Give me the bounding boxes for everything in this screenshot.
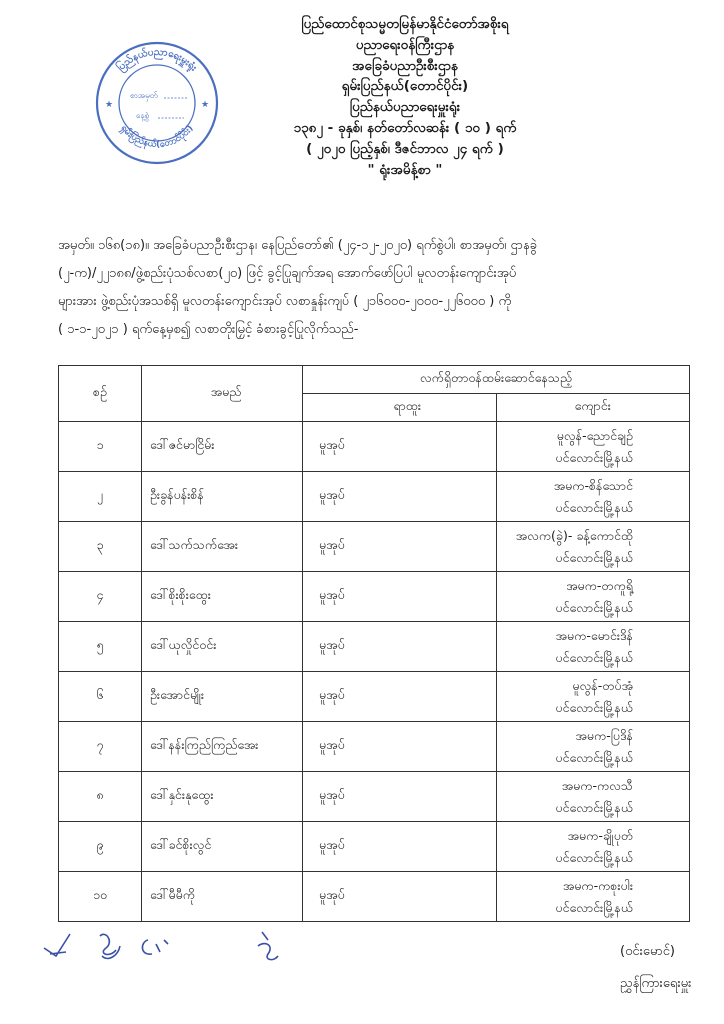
header-line-ministry: ပညာရေးဝန်ကြီးဌာန [355, 36, 455, 53]
row-school: အမက-စိန်သောင် [553, 477, 633, 493]
row-rank: မူအုပ် [303, 722, 497, 772]
row-rank: မူအုပ် [303, 772, 497, 822]
row-school-cell [496, 672, 690, 722]
signatory-title: ညွှန်ကြားရေးမှူး [620, 976, 692, 991]
header-rank: ရာထူး [303, 394, 497, 422]
table-row [59, 822, 690, 872]
row-rank: မူအုပ် [303, 872, 497, 922]
row-township: ပင်လောင်းမြို့နယ် [555, 649, 633, 665]
row-school-cell [496, 622, 690, 672]
row-school-cell [496, 822, 690, 872]
row-township: ပင်လောင်းမြို့နယ် [555, 849, 633, 865]
row-name: ဦးအောင်မျိုး [142, 672, 303, 722]
row-school: အမက-ပြဒိန် [575, 727, 633, 743]
header-line-state: ရှမ်းပြည်နယ်(တောင်ပိုင်း) [341, 78, 469, 95]
row-school-cell [496, 572, 690, 622]
row-name: ဒေါ်နန်းကြည်ကြည်အေး [142, 722, 303, 772]
row-school: အမက-ကစုးပါး [562, 877, 633, 893]
signatory-name: (ဝင်းမောင်) [620, 944, 675, 959]
header-line-office: ပြည်နယ်ပညာရေးမှူးရုံး [349, 99, 461, 116]
row-rank: မူအုပ် [303, 822, 497, 872]
row-school-cell [496, 772, 690, 822]
seal-ref-label: စာအမှတ် [130, 91, 158, 100]
row-rank: မူအုပ် [303, 472, 497, 522]
table-row [59, 872, 690, 922]
row-number: ၅ [59, 622, 142, 672]
row-township: ပင်လောင်းမြို့နယ် [555, 899, 633, 915]
row-school-cell [496, 872, 690, 922]
row-township: ပင်လောင်းမြို့နယ် [555, 549, 633, 565]
row-school: အမက-ကလသီ [561, 777, 633, 793]
row-township: ပင်လောင်းမြို့နယ် [555, 599, 633, 615]
row-number: ၁ [59, 422, 142, 472]
row-school-cell [496, 472, 690, 522]
header-no: စဉ် [59, 366, 142, 422]
row-number: ၁၀ [59, 872, 142, 922]
row-school: မူလွန်-တပ်အုံ [572, 677, 633, 693]
row-township: ပင်လောင်းမြို့နယ် [555, 499, 633, 515]
signature-block [560, 936, 720, 1000]
row-name: ဦးခွန်ပန်းစိန် [142, 472, 303, 522]
row-name: ဒေါ်နှင်းနုထွေး [142, 772, 303, 822]
row-rank: မူအုပ် [303, 522, 497, 572]
row-number: ၇ [59, 722, 142, 772]
row-school: အမက-မောင်းဒိန် [555, 627, 633, 643]
body-line: အမှတ်။ ၁၆၈(၁၈)။ အခြေခံပညာဦးစီးဌာန၊ နေပြည်တော်၏ (၂၄-၁၂-၂၀၂၀) ရက်စွဲပါ၊ စာအမှတ်၊ ဌာနခွဲ [58, 238, 538, 253]
row-school: အမက-ချိုပုတ် [567, 827, 633, 843]
header-line-department: အခြေခံပညာဦးစီးဌာန [352, 57, 458, 74]
row-township: ပင်လောင်းမြို့နယ် [555, 449, 633, 465]
table-body [59, 422, 690, 922]
row-number: ၈ [59, 772, 142, 822]
header-current-duty: လက်ရှိတာဝန်ထမ်းဆောင်နေသည့် [303, 366, 690, 394]
row-name: ဒေါ်ယုလှိုင်ဝင်း [142, 622, 303, 672]
svg-text:ရှမ်းပြည်နယ်(တောင်ပိုင်း) [117, 124, 196, 151]
row-school-cell [496, 422, 690, 472]
row-township: ပင်လောင်းမြို့နယ် [555, 699, 633, 715]
table-row [59, 622, 690, 672]
row-number: ၃ [59, 522, 142, 572]
table-row [59, 722, 690, 772]
header-line-date-gregorian: ( ၂၀၂၀ ပြည့်နှစ်၊ ဒီဇင်ဘာလ ၂၄ ရက် ) [306, 140, 504, 157]
seal-date-label: နေ့စွဲ [136, 111, 149, 120]
row-rank: မူအုပ် [303, 422, 497, 472]
header-line-date-myanmar: ၁၃၈၂ - ခုနှစ်၊ နတ်တော်လဆန်း ( ၁၀ ) ရက် [293, 119, 517, 136]
letterhead [190, 14, 620, 180]
table-row [59, 672, 690, 722]
row-name: ဒေါ်မီမီကို [142, 872, 303, 922]
order-body-paragraph [58, 232, 690, 344]
row-school-cell [496, 722, 690, 772]
body-line: (၂-က)/၂၂၁၈၈/ဖွဲ့စည်းပုံသစ်လစာ(၂၀) ဖြင့် ခွင့်ပြုချက်အရ အောက်ဖော်ပြပါ မူလတန်းကျောင်းအုပ် [58, 266, 517, 281]
row-name: ဒေါ်ခင်စိုးလွင် [142, 822, 303, 872]
row-number: ၉ [59, 822, 142, 872]
svg-text:★: ★ [105, 100, 114, 110]
row-school-cell [496, 522, 690, 572]
table-row [59, 422, 690, 472]
header-line-government: ပြည်ထောင်စုသမ္မတမြန်မာနိုင်ငံတော်အစိုးရ [301, 16, 509, 32]
document-title: " ရုံးအမိန့်စာ " [367, 161, 443, 178]
staff-table [58, 365, 690, 922]
row-number: ၄ [59, 572, 142, 622]
table-row [59, 572, 690, 622]
svg-text:★: ★ [201, 100, 210, 110]
table-row [59, 522, 690, 572]
header-name: အမည် [142, 366, 303, 422]
row-rank: မူအုပ် [303, 622, 497, 672]
row-school: မူလွန်-ညောင်ချဉ် [556, 427, 633, 443]
row-rank: မူအုပ် [303, 672, 497, 722]
row-name: ဒေါ်ဇင်မာငြိမ်း [142, 422, 303, 472]
row-name: ဒေါ်သက်သက်အေး [142, 522, 303, 572]
row-school: အလက(ခွဲ)- ခန့်ကောင်ထို [515, 527, 633, 543]
row-name: ဒေါ်စိုးစိုးထွေး [142, 572, 303, 622]
row-number: ၆ [59, 672, 142, 722]
row-number: ၂ [59, 472, 142, 522]
header-school: ကျောင်း [496, 394, 690, 422]
seal-bottom-text: ရှမ်းပြည်နယ်(တောင်ပိုင်း) [118, 123, 196, 151]
row-school: အမက-တကူရို့ [566, 577, 633, 593]
row-township: ပင်လောင်းမြို့နယ် [555, 799, 633, 815]
initials-marks [36, 926, 296, 970]
body-line: များအား ဖွဲ့စည်းပုံအသစ်ရှိ မူလတန်းကျောင်းအုပ် လစာနှုန်းကျပ် ( ၂၁၆၀၀၀-၂၀၀၀-၂၂၆၀၀၀ ) ကို [58, 294, 512, 309]
table-row [59, 772, 690, 822]
body-line: ( ၁-၁-၂၀၂၁ ) ရက်နေ့မှစ၍ လစာတိုးမြှင့် ခံစားခွင့်ပြုလိုက်သည်- [58, 322, 359, 337]
seal-top-text: ပြည်နယ်ပညာရေးမှူးရုံး [115, 46, 199, 74]
table-row [59, 472, 690, 522]
row-township: ပင်လောင်းမြို့နယ် [555, 749, 633, 765]
row-rank: မူအုပ် [303, 572, 497, 622]
